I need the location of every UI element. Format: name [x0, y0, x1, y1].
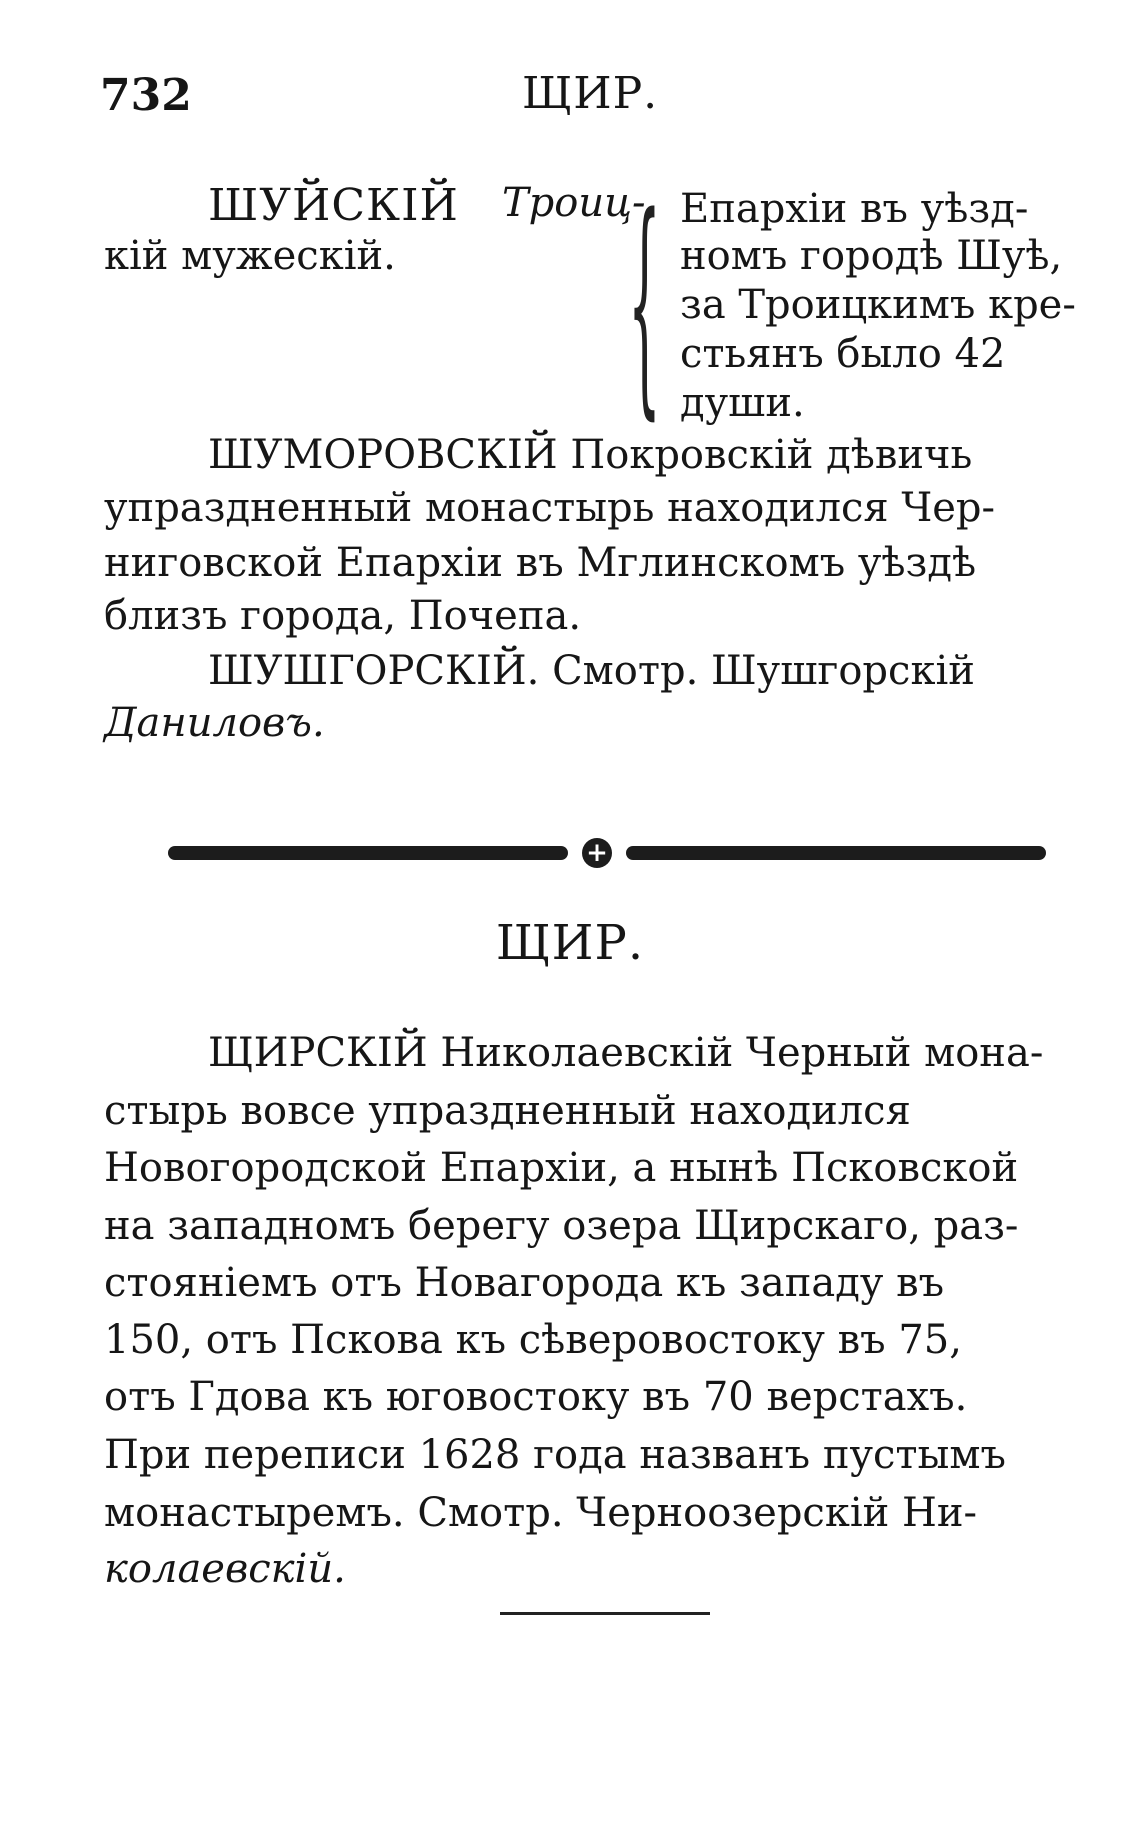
curly-brace: { — [628, 167, 661, 440]
entry-shuyskiy-name-part: Троиц- — [502, 180, 646, 226]
entry-shchirskiy-line-3: Новогородской Епархіи, а нынѣ Псковской — [104, 1145, 1019, 1191]
entry-shumorovskiy-line-3: ниговской Епархіи въ Мглинскомъ уѣздѣ — [104, 540, 977, 586]
ornament-rule-left — [168, 846, 568, 860]
entry-shchirskiy-line-5: стояніемъ отъ Новагорода къ западу въ — [104, 1260, 945, 1306]
brace-line-4: стьянъ было 42 — [680, 331, 1006, 377]
section-title: ЩИР. — [495, 915, 645, 971]
entry-shushgorskiy-line-2: Даниловъ. — [104, 700, 325, 746]
entry-shchirskiy-line-4: на западномъ берегу озера Щирскаго, раз- — [104, 1203, 1019, 1249]
entry-shuyskiy-line-2: кій мужескій. — [104, 233, 396, 279]
end-rule — [500, 1612, 710, 1615]
page-number: 732 — [100, 70, 192, 121]
entry-shchirskiy-line-1: ЩИРСКІЙ Николаевскій Черный мона- — [208, 1030, 1044, 1076]
entry-shushgorskiy-line-1: ШУШГОРСКІЙ. Смотр. Шушгорскій — [208, 648, 975, 694]
brace-line-5: души. — [680, 380, 805, 426]
entry-shumorovskiy-line-2: упраздненный монастырь находился Чер- — [104, 485, 996, 531]
entry-shumorovskiy-line-1: ШУМОРОВСКІЙ Покровскій дѣвичь — [208, 432, 973, 478]
running-head: ЩИР. — [522, 68, 659, 119]
entry-shchirskiy-line-7: отъ Гдова къ юговостоку въ 70 верстахъ. — [104, 1374, 968, 1420]
brace-line-1: Епархіи въ уѣзд- — [680, 186, 1029, 232]
brace-line-2: номъ городѣ Шуѣ, — [680, 233, 1063, 279]
ornament-rule-right — [626, 846, 1046, 860]
entry-shchirskiy-line-2: стырь вовсе упраздненный находился — [104, 1088, 911, 1134]
entry-shchirskiy-line-8: При переписи 1628 года названъ пустымъ — [104, 1432, 1006, 1478]
entry-shumorovskiy-line-4: близъ города, Почепа. — [104, 593, 582, 639]
entry-shuyskiy-headword: ШУЙСКІЙ — [208, 180, 459, 231]
entry-shchirskiy-line-9: монастыремъ. Смотр. Черноозерскій Ни- — [104, 1490, 978, 1536]
brace-line-3: за Троицкимъ кре- — [680, 282, 1076, 328]
ornament-cross-icon: + — [582, 838, 612, 868]
entry-shchirskiy-line-6: 150, отъ Пскова къ сѣверовостоку въ 75, — [104, 1317, 962, 1363]
entry-shchirskiy-line-10: колаевскій. — [104, 1546, 346, 1592]
